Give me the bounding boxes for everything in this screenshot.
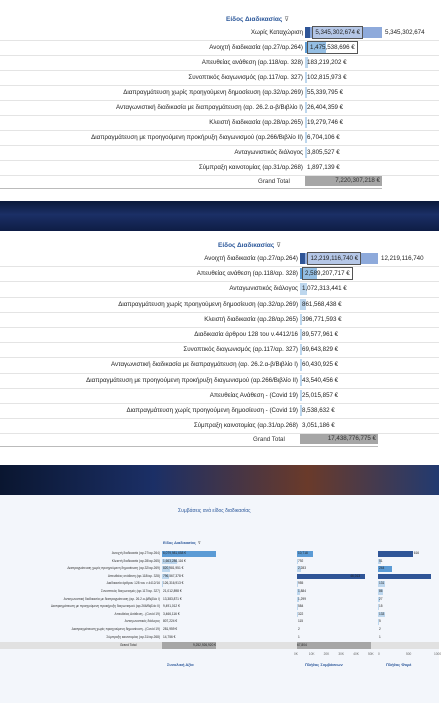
table-row[interactable]	[0, 327, 439, 343]
grand-total-count: 67,804	[297, 642, 371, 649]
row-label: Απευθείας ανάθεση (αρ.118/αρ. 328)	[107, 573, 160, 578]
row-label: Σύμπραξη καινοτομίας (αρ.31/αρ.268)	[193, 422, 298, 430]
table-row[interactable]	[0, 588, 439, 596]
value-cell	[305, 40, 382, 55]
org-count-value: 133	[379, 611, 385, 616]
column-header: Συνολική Αξία	[167, 662, 194, 668]
panel1-title	[226, 15, 289, 23]
value-amount: 820,981,951 €	[163, 566, 184, 571]
table-row[interactable]	[0, 357, 439, 373]
grand-total-row	[0, 188, 382, 189]
org-count-value: 51	[379, 558, 383, 563]
row-label: Διαπραγμάτευση χωρίς προηγούμενη δημοσίευση (αρ.32/αρ.269)	[123, 89, 303, 96]
background-band-2	[0, 465, 439, 495]
org-count-value: 5	[379, 619, 381, 624]
axis-tick-label: 1000	[434, 652, 441, 657]
cell-value: 1,897,139 €	[307, 164, 340, 171]
row-label: Ανταγωνιστικός διάλογος	[124, 619, 160, 624]
table-row[interactable]	[0, 596, 439, 604]
background-band-1	[0, 201, 439, 231]
row-label: Ανοιχτή διαδικασία (αρ.27/αρ.264)	[111, 551, 160, 555]
cell-value: 25,015,857 €	[302, 391, 339, 399]
value-amount: 807,224 €	[163, 619, 178, 624]
grand-total-label: Grand Total	[253, 436, 285, 444]
table-row[interactable]	[0, 342, 439, 358]
row-label: Χωρίς Καταχώριση	[250, 29, 303, 36]
row-label: Διαδικασία άρθρου 128 του ν.4412/16	[106, 581, 160, 586]
row-label: Απευθείας ανάθεση (αρ.118/αρ. 328)	[201, 59, 303, 66]
value-cell	[300, 312, 378, 327]
count-value: 115	[298, 619, 304, 624]
table-row[interactable]	[0, 312, 439, 328]
cell-value: 1,072,313,441 €	[302, 285, 347, 293]
outside-value: 5,345,302,674	[385, 29, 425, 36]
org-count-bar	[378, 574, 431, 580]
value-amount: 281,959 €	[163, 627, 178, 631]
filter-icon[interactable]: ⊽	[197, 541, 201, 545]
value-cell	[300, 342, 378, 357]
count-value: 10,718	[298, 551, 308, 555]
row-label: Συνοπτικός διαγωνισμός (αρ.117/αρ. 327)	[188, 74, 303, 81]
table-row[interactable]	[0, 558, 439, 566]
table-row[interactable]	[0, 580, 439, 588]
org-count-value: 27	[379, 596, 383, 601]
row-label: Ανταγωνιστική διαδικασία με διαπραγμάτευση (αρ. 26.2.α-β/Βιβλίο Ι)	[111, 361, 298, 369]
cell-value: 861,568,438 €	[302, 300, 342, 308]
row-label: Διαπραγμάτευση χωρίς προηγούμενη δημοσίευση - (Covid 19)	[126, 407, 298, 414]
axis-tick-label: 500	[406, 652, 412, 657]
cell-value: 396,771,593 €	[302, 315, 342, 323]
table-row[interactable]	[0, 100, 439, 116]
row-label: Διαπραγμάτευση χωρίς προηγούμενη δημοσίευση - (Covid 19)	[71, 627, 160, 631]
org-count-value: 15	[379, 604, 383, 609]
value-cell	[305, 25, 382, 40]
row-label: Ανταγωνιστική διαδικασία με διαπραγμάτευση (αρ. 26.2.α-β/Βιβλίο Ι)	[116, 104, 303, 111]
count-value: 792	[298, 558, 304, 563]
table-row[interactable]	[0, 611, 439, 619]
value-cell	[305, 130, 382, 145]
count-value: 1	[298, 634, 300, 639]
value-cell	[305, 145, 382, 160]
panel2-title-text: Είδος Διαδικασίας	[218, 242, 275, 249]
panel3-title-text: Είδος Διαδικασίας	[163, 541, 196, 545]
panel3-title	[163, 540, 201, 545]
cell-value: 19,279,746 €	[307, 119, 344, 126]
row-label: Διαπραγμάτευση χωρίς προηγούμενη δημοσίευση (αρ.32/αρ.269)	[118, 300, 298, 308]
axis-tick-label: 0	[378, 652, 380, 657]
value-cell	[300, 327, 378, 342]
value-amount: 3,466,116 €	[163, 611, 180, 616]
row-label: Διαπραγμάτευση με προηγούμενη προκήρυξη διαγωνισμού (αρ.266/Βιβλίο ΙΙ)	[91, 134, 303, 141]
row-label: Συνοπτικός διαγωνισμός (αρ.117/αρ. 327)	[183, 346, 298, 354]
table-row[interactable]	[0, 626, 439, 634]
table-row[interactable]	[0, 618, 439, 626]
table-row[interactable]	[0, 130, 439, 146]
cell-value: 6,704,106 €	[307, 134, 340, 141]
row-label: Ανταγωνιστικός διάλογος	[229, 285, 298, 293]
grand-total-value: 7,220,307,218 €	[305, 176, 382, 186]
org-count-value: 131	[379, 581, 385, 586]
table-row[interactable]	[0, 550, 439, 558]
value-cell	[300, 418, 378, 433]
axis-tick-label: 10K	[308, 652, 315, 657]
value-cell	[305, 160, 382, 175]
row-label: Συνοπτικός διαγωνισμός (αρ.117/αρ. 327)	[100, 589, 160, 593]
cell-value: 12,219,116,740 €	[307, 252, 361, 265]
grand-total-label: Grand Total	[258, 178, 290, 185]
value-amount: 21,012,898 €	[163, 589, 182, 593]
pivot-table-panel-3	[0, 495, 439, 703]
cell-value: 2,589,207,717 €	[302, 267, 353, 280]
table-row[interactable]	[0, 40, 439, 56]
row-label: Ανταγωνιστικός διάλογος	[234, 149, 303, 156]
org-count-value: 86	[379, 589, 383, 593]
cell-value: 1,475,538,696 €	[307, 41, 358, 54]
row-label: Απευθείας Ανάθεση - (Covid 19)	[209, 391, 298, 399]
row-label: Κλειστή διαδικασία (αρ.28/αρ.265)	[111, 558, 160, 563]
axis-tick-label: 0K	[294, 652, 298, 657]
row-label: Απευθείας Ανάθεση - (Covid 19)	[114, 611, 160, 616]
table-row[interactable]	[0, 70, 439, 86]
value-cell	[305, 115, 382, 130]
row-label: Σύμπραξη καινοτομίας (αρ.31/αρ.268)	[198, 164, 303, 171]
count-value: 2	[298, 627, 300, 631]
pivot-table-panel-2	[0, 231, 439, 465]
table-row[interactable]	[0, 373, 439, 389]
value-amount: 14,756 €	[163, 634, 176, 639]
org-count-value: 1	[379, 634, 381, 639]
value-amount: 126,316,913 €	[163, 581, 184, 586]
table-row[interactable]	[0, 85, 439, 101]
row-label: Διαπραγμάτευση με προηγούμενη προκήρυξη διαγωνισμού (αρ.266/Βιβλίο ΙΙ)	[50, 604, 160, 609]
cell-value: 69,643,829 €	[302, 346, 339, 354]
table-row[interactable]	[0, 573, 439, 581]
row-label: Σύμπραξη καινοτομίας (αρ.31/αρ.268)	[106, 634, 160, 639]
table-row[interactable]	[0, 25, 439, 41]
value-amount: 9,491,012 €	[163, 604, 180, 609]
table-row[interactable]	[0, 266, 439, 282]
cell-value: 8,538,632 €	[302, 407, 335, 414]
value-cell	[305, 100, 382, 115]
cell-value: 89,577,961 €	[302, 331, 339, 338]
value-cell	[305, 55, 382, 70]
table-row[interactable]	[0, 55, 439, 71]
filter-icon[interactable]: ⊽	[284, 16, 290, 23]
table-row[interactable]	[0, 634, 439, 642]
value-amount: 1,663,286,116 €	[163, 558, 186, 563]
axis-tick-label: 30K	[338, 652, 345, 657]
cell-value: 5,345,302,674 €	[312, 26, 363, 39]
column-header: Πλήθος Συμβάσεων	[305, 662, 343, 668]
value-amount: 796,567,378 €	[163, 573, 184, 578]
cell-value: 3,051,186 €	[302, 422, 335, 430]
row-label: Ανταγωνιστική διαδικασία με διαπραγμάτευση (αρ. 26.2.α-β/Βιβλίο Ι)	[63, 596, 160, 601]
row-label: Ανοιχτή διαδικασία (αρ.27/αρ.264)	[204, 255, 298, 262]
table-row[interactable]	[0, 160, 439, 176]
panel1-title-text: Είδος Διαδικασίας	[226, 16, 283, 23]
value-cell	[300, 251, 378, 266]
org-count-value: 616	[413, 551, 420, 555]
value-amount: 13,383,871 €	[163, 596, 182, 601]
table-row[interactable]	[0, 565, 439, 573]
cell-value: 183,219,202 €	[307, 59, 347, 66]
table-row[interactable]	[0, 251, 439, 267]
table-row[interactable]	[0, 297, 439, 313]
filter-icon[interactable]: ⊽	[276, 242, 282, 249]
value-cell	[300, 373, 378, 388]
cell-value: 26,404,359 €	[307, 104, 344, 111]
cell-value: 3,805,527 €	[307, 149, 340, 156]
table-row[interactable]	[0, 115, 439, 131]
grand-total-label: Grand Total	[120, 643, 137, 648]
value-cell	[300, 281, 378, 296]
value-amount: 6,079,981,658 €	[163, 551, 187, 555]
column-header: Πλήθος Φορέ	[386, 662, 412, 668]
org-count-value: 244	[379, 566, 385, 571]
count-value: 322	[298, 611, 304, 616]
count-value: 1,299	[298, 596, 306, 601]
count-value: 1,884	[298, 589, 306, 593]
cell-value: 60,430,925 €	[302, 361, 339, 369]
table-row[interactable]	[0, 603, 439, 611]
grand-total-row	[0, 446, 378, 447]
count-value: 584	[298, 604, 304, 609]
org-count-bar	[378, 551, 413, 557]
row-label: Διαπραγμάτευση με προηγούμενη προκήρυξη διαγωνισμού (αρ.266/Βιβλίο ΙΙ)	[86, 376, 298, 384]
cell-value: 102,815,973 €	[307, 74, 347, 81]
table-row[interactable]	[0, 281, 439, 297]
row-label: Διαπραγμάτευση χωρίς προηγούμενη δημοσίευση (αρ.32/αρ.269)	[67, 566, 160, 571]
row-label: Κλειστή διαδικασία (αρ.28/αρ.265)	[204, 315, 298, 323]
count-value: 955	[298, 581, 304, 586]
org-count-value: 2	[379, 627, 381, 631]
count-value: 46,013	[350, 573, 361, 578]
table-row[interactable]	[0, 388, 439, 404]
cell-value: 55,339,795 €	[307, 89, 344, 96]
axis-tick-label: 40K	[353, 652, 359, 657]
axis-tick-label: 20K	[323, 652, 330, 657]
value-cell	[300, 266, 378, 281]
row-label: Ανοιχτή διαδικασία (αρ.27/αρ.264)	[209, 44, 303, 51]
row-label: Κλειστή διαδικασία (αρ.28/αρ.265)	[209, 119, 303, 126]
count-value: 2,283	[298, 566, 306, 571]
panel3-heading: Συμβάσεις ανά είδος διαδικασίας	[178, 508, 251, 514]
pivot-table-panel-1	[0, 0, 439, 201]
table-row[interactable]	[0, 145, 439, 161]
value-cell	[305, 70, 382, 85]
value-cell	[300, 403, 378, 418]
table-row[interactable]	[0, 418, 439, 434]
grand-total-row	[0, 642, 439, 649]
row-label: Διαδικασία άρθρου 128 του ν.4412/16	[194, 331, 298, 338]
panel2-title	[218, 241, 281, 249]
outside-value: 12,219,116,740	[381, 255, 424, 262]
value-cell	[300, 357, 378, 372]
value-cell	[300, 388, 378, 403]
grand-total-value: 9,252,926,920 €	[162, 642, 216, 649]
axis-tick-label: 50K	[368, 652, 374, 657]
value-cell	[300, 297, 378, 312]
value-cell	[305, 85, 382, 100]
table-row[interactable]	[0, 403, 439, 419]
grand-total-value: 17,438,776,775 €	[300, 434, 378, 444]
cell-value: 43,540,456 €	[302, 376, 339, 384]
row-label: Απευθείας ανάθεση (αρ.118/αρ. 328)	[196, 270, 298, 278]
